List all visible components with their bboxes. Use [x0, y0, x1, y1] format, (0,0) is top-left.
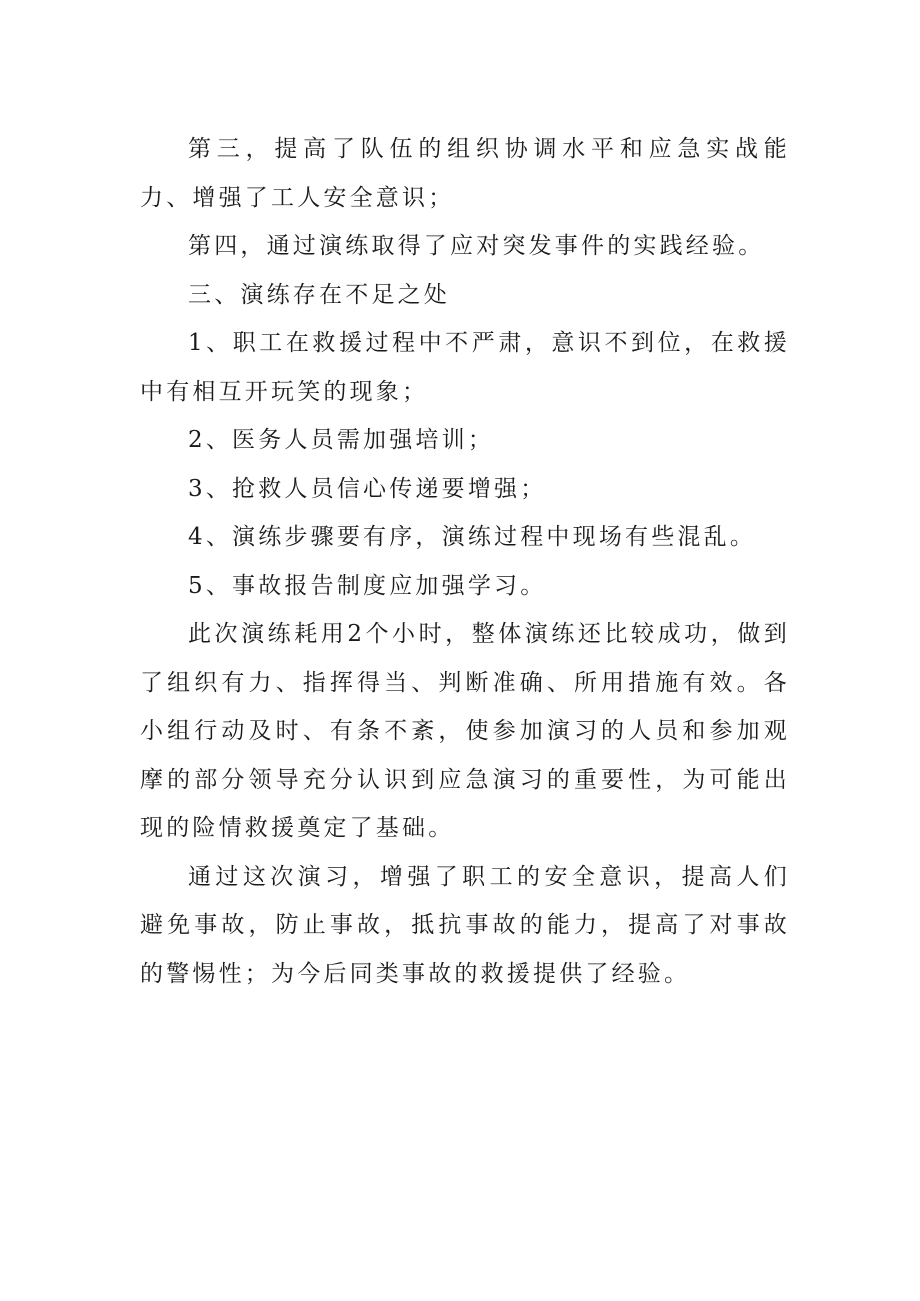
list-item-4: 4、演练步骤要有序，演练过程中现场有些混乱。	[188, 524, 757, 550]
section-heading-shortcomings: 三、演练存在不足之处	[188, 281, 450, 308]
list-item-3: 3、抢救人员信心传递要增强；	[188, 475, 547, 502]
list-item-1: 1、职工在救援过程中不严肃，意识不到位，在救援中有相互开玩笑的现象；	[140, 330, 790, 405]
list-item-5: 5、事故报告制度应加强学习。	[188, 572, 547, 599]
paragraph-fourth-point: 第四，通过演练取得了应对突发事件的实践经验。	[188, 233, 765, 259]
paragraph-third-point: 第三，提高了队伍的组织协调水平和应急实战能力、增强了工人安全意识；	[140, 136, 790, 211]
paragraph-summary: 此次演练耗用2个小时，整体演练还比较成功，做到了组织有力、指挥得当、判断准确、所用措施有效。各小组行动及时、有条不紊，使参加演习的人员和参加观摩的部分领导充分认识到应急演习的重要性，为可能出现的险情救援奠定了基础。	[140, 621, 790, 841]
document-body	[140, 125, 790, 998]
list-item-2: 2、医务人员需加强培训；	[188, 427, 495, 453]
paragraph-conclusion: 通过这次演习，增强了职工的安全意识，提高人们避免事故，防止事故，抵抗事故的能力，提高了对事故的警惕性；为今后同类事故的救援提供了经验。	[140, 863, 790, 987]
